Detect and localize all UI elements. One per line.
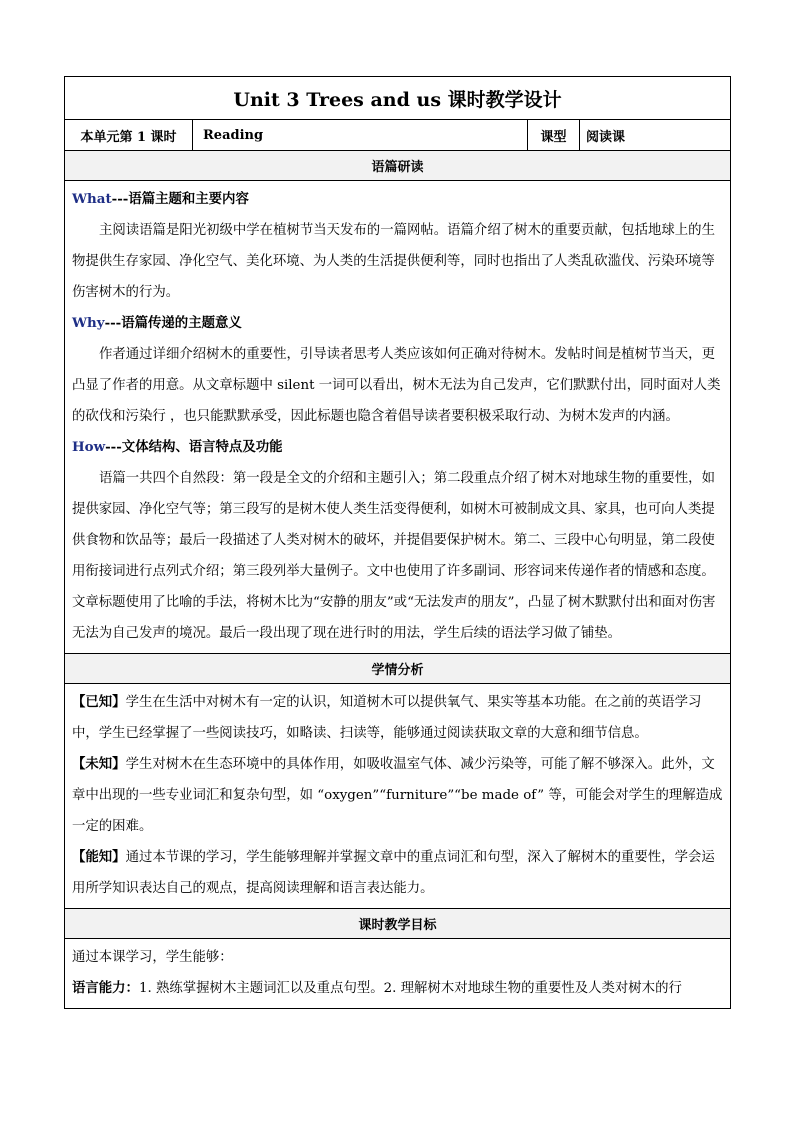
unknown-tag: 【未知】 <box>72 756 126 772</box>
objectives-intro: 通过本课学习，学生能够： <box>72 950 233 965</box>
known-tag: 【已知】 <box>72 694 126 710</box>
able-paragraph <box>72 842 723 904</box>
known-text: 学生在生活中对树木有一定的认识，知道树木可以提供氧气、果实等基本功能。在之前的英语学习中，学生已经掌握了一些阅读技巧，如略读、扫读等，能够通过阅读获取文章的大意和细节信息。 <box>72 695 702 741</box>
lesson-type-label: 课型 <box>528 120 580 151</box>
how-heading <box>72 432 723 463</box>
known-paragraph <box>72 687 723 749</box>
how-keyword: How <box>72 439 106 455</box>
why-keyword: Why <box>72 315 105 331</box>
document-title: Unit 3 Trees and us 课时教学设计 <box>65 77 731 120</box>
objectives-content <box>65 939 731 1009</box>
section-heading-objectives: 课时教学目标 <box>65 909 731 939</box>
section-heading-text-analysis: 语篇研读 <box>65 151 731 181</box>
able-tag: 【能知】 <box>72 849 126 865</box>
how-paragraph: 语篇一共四个自然段：第一段是全文的介绍和主题引入；第二段重点介绍了树木对地球生物的重要性，如提供家园、净化空气等；第三段写的是树木使人类生活变得便利，如树木可被制成文具、家具，也可向人类提供食物和饮品等；最后一段描述了人类对树木的破坏，并提倡要保护树木。第二、三段中心句明显，第二段使用衔接词进行点列式介绍；第三段列举大量例子。文中也使用了许多副词、形容词来传递作者的情感和态度。文章标题使用了比喻的手法，将树木比为“安静的朋友”或“无法发声的朋友”，凸显了树木默默付出和面对伤害无法为自己发声的境况。最后一段出现了现在进行时的用法，学生后续的语法学习做了铺垫。 <box>72 471 716 641</box>
lesson-plan-document <box>64 76 730 1009</box>
what-paragraph: 主阅读语篇是阳光初级中学在植树节当天发布的一篇网帖。语篇介绍了树木的重要贡献，包括地球上的生物提供生存家园、净化空气、美化环境、为人类的生活提供便利等，同时也指出了人类乱砍滥伐、污染环境等伤害树木的行为。 <box>72 223 715 300</box>
able-text: 通过本节课的学习，学生能够理解并掌握文章中的重点词汇和句型，深入了解树木的重要性，学会运用所学知识表达自己的观点，提高阅读理解和语言表达能力。 <box>72 850 715 896</box>
learner-analysis-content <box>65 684 731 909</box>
text-analysis-content <box>65 181 731 654</box>
lesson-number: 本单元第 1 课时 <box>65 120 193 151</box>
language-ability-label: 语言能力： <box>72 980 139 996</box>
language-ability-line <box>72 973 723 1004</box>
lesson-plan-table <box>64 76 731 1009</box>
how-heading-text: ---文体结构、语言特点及功能 <box>105 439 283 455</box>
language-ability-text: 1. 熟练掌握树木主题词汇以及重点句型。2. 理解树木对地球生物的重要性及人类对树木的行 <box>138 981 682 996</box>
why-heading-text: ---语篇传递的主题意义 <box>104 315 242 331</box>
what-heading <box>72 184 723 215</box>
unknown-text: 学生对树木在生态环境中的具体作用，如吸收温室气体、减少污染等，可能了解不够深入。此外，文章中出现的一些专业词汇和复杂句型，如 “oxygen”“furniture”“be made of” 等，可能会对学生的理解造成一定的困难。 <box>72 757 723 834</box>
lesson-topic: Reading <box>193 120 528 151</box>
what-heading-text: ---语篇主题和主要内容 <box>111 191 249 207</box>
what-keyword: What <box>72 191 112 207</box>
section-heading-learner-analysis: 学情分析 <box>65 654 731 684</box>
why-heading <box>72 308 723 339</box>
meta-row <box>65 120 731 151</box>
why-paragraph: 作者通过详细介绍树木的重要性，引导读者思考人类应该如何正确对待树木。发帖时间是植树节当天，更凸显了作者的用意。从文章标题中 silent 一词可以看出，树木无法为自己发声，它们默默付出，同时面对人类的砍伐和污染行 ，也只能默默承受，因此标题也隐含着倡导读者要积极采取行动、为树木发声的内涵。 <box>72 347 721 424</box>
lesson-type-value: 阅读课 <box>580 120 731 151</box>
unknown-paragraph <box>72 749 723 842</box>
